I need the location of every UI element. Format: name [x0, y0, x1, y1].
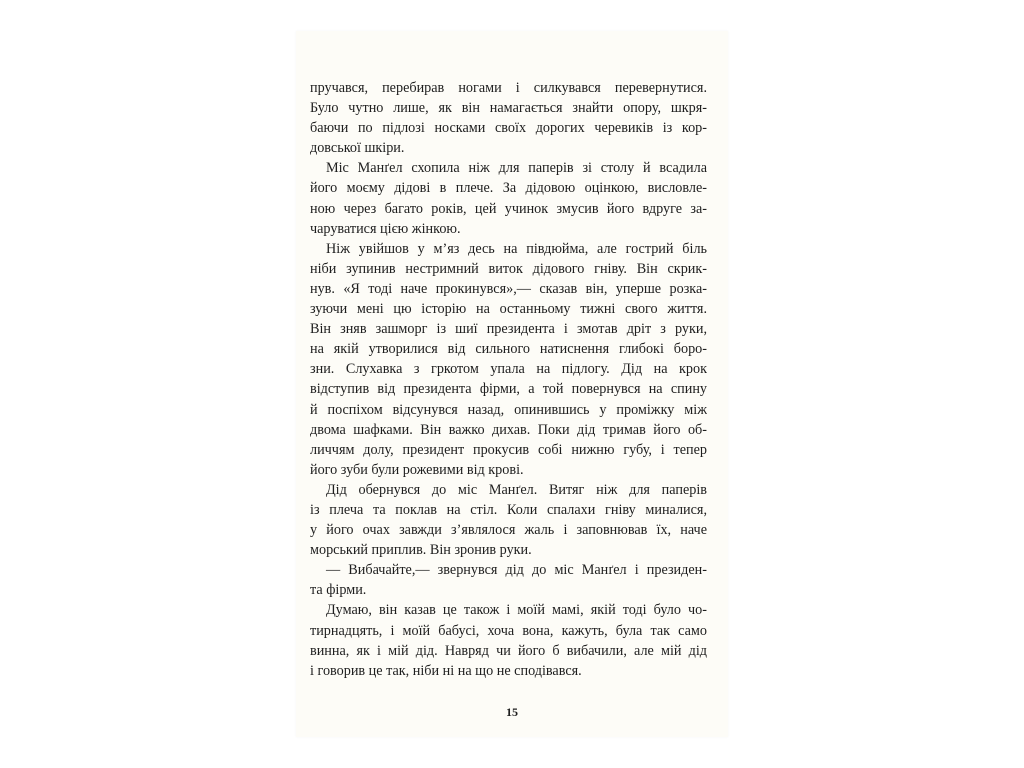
- text-line: чаруватися цією жінкою.: [310, 220, 461, 237]
- text-line: його зуби були рожевими від крові.: [310, 461, 524, 478]
- text-line: винна, як і мій дід. Навряд чи його б вибачили, але мій дід: [310, 642, 707, 659]
- text-line: — Вибачайте,— звернувся дід до міс Манґел і президен-: [326, 562, 707, 579]
- text-line: відступив від президента фірми, а той повернувся на спину: [310, 381, 707, 398]
- text-line: Було чутно лише, як він намагається знайти опору, шкря-: [310, 100, 707, 117]
- text-line: Міс Манґел схопила ніж для паперів зі столу й всадила: [326, 160, 707, 177]
- text-line: ною через багато років, цей учинок змусив його вдруге за-: [310, 200, 707, 217]
- book-page: [296, 31, 728, 737]
- text-line: тирнадцять, і моїй бабусі, хоча вона, кажуть, була так само: [310, 622, 707, 639]
- body-text: [310, 78, 707, 681]
- text-line: із плеча та поклав на стіл. Коли спалахи гніву миналися,: [310, 501, 707, 518]
- text-line: двома шафками. Він важко дихав. Поки дід тримав його об-: [310, 421, 707, 438]
- text-line: його моєму дідові в плече. За дідовою оцінкою, висловле-: [310, 180, 707, 197]
- text-line: на якій утворилися від сильного натиснення глибокі боро-: [310, 341, 707, 358]
- text-line: пручався, перебирав ногами і силкувався перевернутися.: [310, 80, 707, 96]
- text-line: морський приплив. Він зронив руки.: [310, 542, 532, 559]
- text-line: нув. «Я тоді наче прокинувся»,— сказав він, уперше розка-: [310, 280, 707, 297]
- text-line: у його очах завжди з’являлося жаль і заповнював їх, наче: [310, 522, 707, 539]
- page-number: 15: [506, 705, 518, 719]
- text-line: і говорив це так, ніби ні на що не сподівався.: [310, 662, 582, 679]
- text-line: й поспіхом відсунувся назад, опинившись у проміжку між: [310, 401, 707, 418]
- text-line: зуючи мені цю історію на останньому тижні свого життя.: [310, 301, 707, 318]
- text-line: Дід обернувся до міс Манґел. Витяг ніж для паперів: [326, 481, 707, 498]
- text-line: баючи по підлозі носками своїх дорогих черевиків із кор-: [310, 120, 707, 137]
- text-line: та фірми.: [310, 582, 367, 599]
- text-line: ніби зупинив нестримний виток дідового гніву. Він скрик-: [310, 260, 707, 277]
- text-line: довської шкіри.: [310, 140, 405, 157]
- text-line: Ніж увійшов у м’яз десь на півдюйма, але гострий біль: [326, 240, 707, 257]
- text-line: личчям долу, президент прокусив собі нижню губу, і тепер: [310, 441, 707, 458]
- text-line: Думаю, він казав це також і моїй мамі, якій тоді було чо-: [326, 602, 707, 619]
- text-line: зни. Слухавка з гркотом упала на підлогу. Дід на крок: [310, 361, 707, 378]
- text-line: Він зняв зашморг із шиї президента і змотав дріт з руки,: [310, 321, 707, 338]
